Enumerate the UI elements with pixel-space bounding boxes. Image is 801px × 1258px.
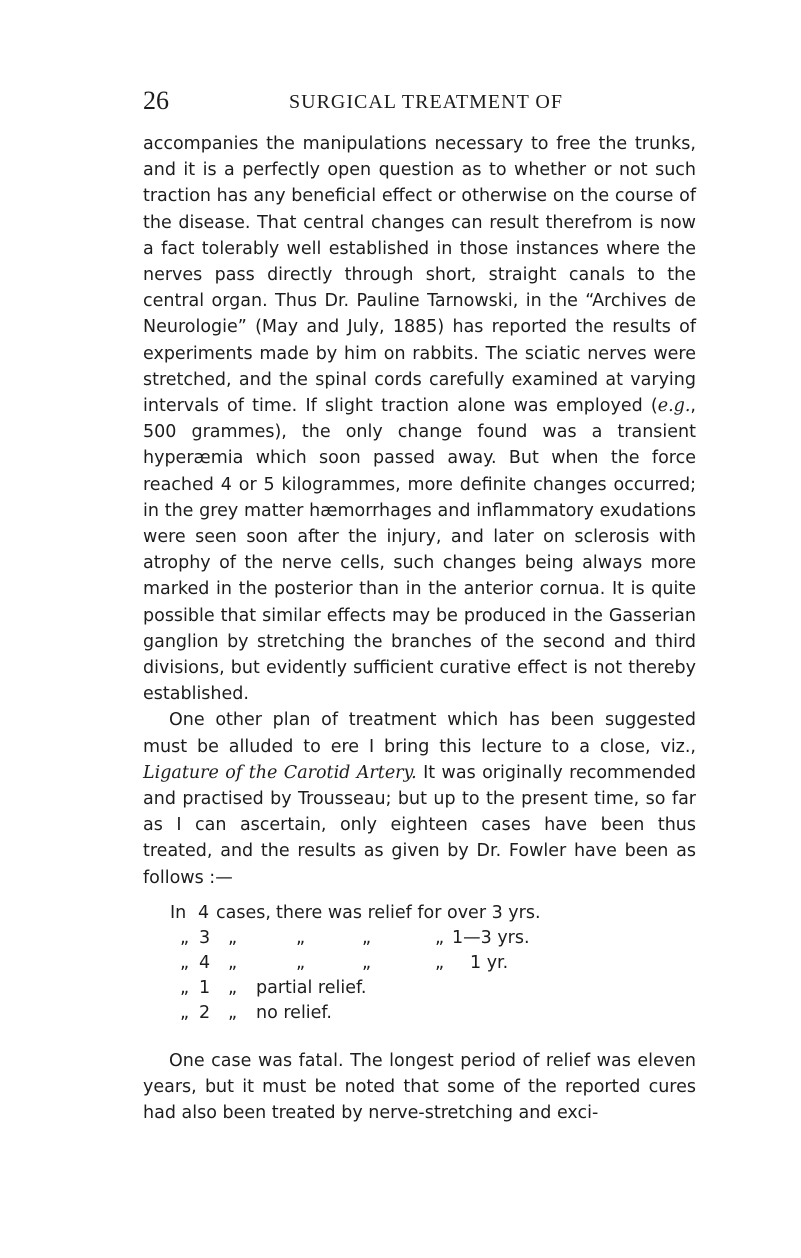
body-text [143, 131, 696, 891]
row-ditto: „ [362, 928, 372, 948]
row-outcome: there was relief for over 3 yrs. [276, 903, 541, 923]
paragraph-1 [143, 131, 696, 707]
row-count: 4 [198, 903, 210, 923]
paragraph-2-italic-title: Ligature of the Carotid Artery. [143, 762, 417, 783]
row-ditto: „ [435, 953, 445, 973]
row-unit: cases, [216, 903, 271, 923]
page-header [143, 86, 683, 116]
row-outcome: 1 yr. [470, 953, 509, 973]
paragraph-2-text-a: One other plan of treatment which has been suggested must be alluded to ere I bring this lecture to a close, viz., [143, 710, 696, 757]
row-prefix: „ [180, 978, 190, 998]
row-prefix: In [170, 903, 187, 923]
row-outcome: 1—3 yrs. [452, 928, 530, 948]
row-outcome: partial relief. [256, 978, 367, 998]
page-number: 26 [143, 86, 169, 115]
row-ditto: „ [296, 953, 306, 973]
paragraph-2 [143, 707, 696, 890]
row-ditto: „ [435, 928, 445, 948]
row-unit: „ [228, 928, 238, 948]
row-count: 2 [199, 1003, 211, 1023]
row-count: 3 [199, 928, 211, 948]
row-count: 1 [199, 978, 211, 998]
running-head: SURGICAL TREATMENT OF [289, 91, 563, 113]
row-outcome: no relief. [256, 1003, 332, 1023]
paragraph-1-eg: e.g. [657, 396, 691, 417]
row-prefix: „ [180, 1003, 190, 1023]
row-count: 4 [199, 953, 211, 973]
row-unit: „ [228, 953, 238, 973]
paragraph-1-text-b: , 500 grammes), the only change found was a transient hyperæmia which soon passed away. But when the force reached 4 or 5 kilogrammes, more definite changes occurred; in the grey matter hæmorrhages and inflammatory exudations were seen soon after the injury, and later on sclerosis with atrophy of the nerve cells, such changes being always more marked in the posterior than in the anterior cornua. It is quite possible that similar effects may be produced in the Gasserian ganglion by stretching the branches of the second and third divisions, but evidently sufficient curative effect is not thereby established. [143, 396, 696, 705]
paragraph-1-text-a: accompanies the manipulations necessary to free the trunks, and it is a perfectly open question as to whether or not such traction has any beneficial effect or otherwise on the course of the disease. That central changes can result therefrom is now a fact tolerably well established in those instances where the nerves pass directly through short, straight canals to the central organ. Thus Dr. Pauline Tarnowski, in the “Archives de Neurologie” (May and July, 1885) has reported the results of experiments made by him on rabbits. The sciatic nerves were stretched, and the spinal cords carefully examined at varying intervals of time. If slight traction alone was employed ( [143, 134, 696, 417]
row-prefix: „ [180, 953, 190, 973]
row-unit: „ [228, 1003, 238, 1023]
row-unit: „ [228, 978, 238, 998]
row-ditto: „ [362, 953, 372, 973]
paragraph-3: One case was fatal. The longest period of relief was eleven years, but it must be noted that some of the reported cures had also been treated by nerve-stretching and exci- [143, 1050, 696, 1123]
paragraph-2-text-b: It was originally recommended and practised by Trousseau; but up to the present time, so far as I can ascertain, only eighteen cases have been thus treated, and the results as given by Dr. Fowler have been as follows :— [143, 762, 696, 888]
row-prefix: „ [180, 928, 190, 948]
row-ditto: „ [296, 928, 306, 948]
